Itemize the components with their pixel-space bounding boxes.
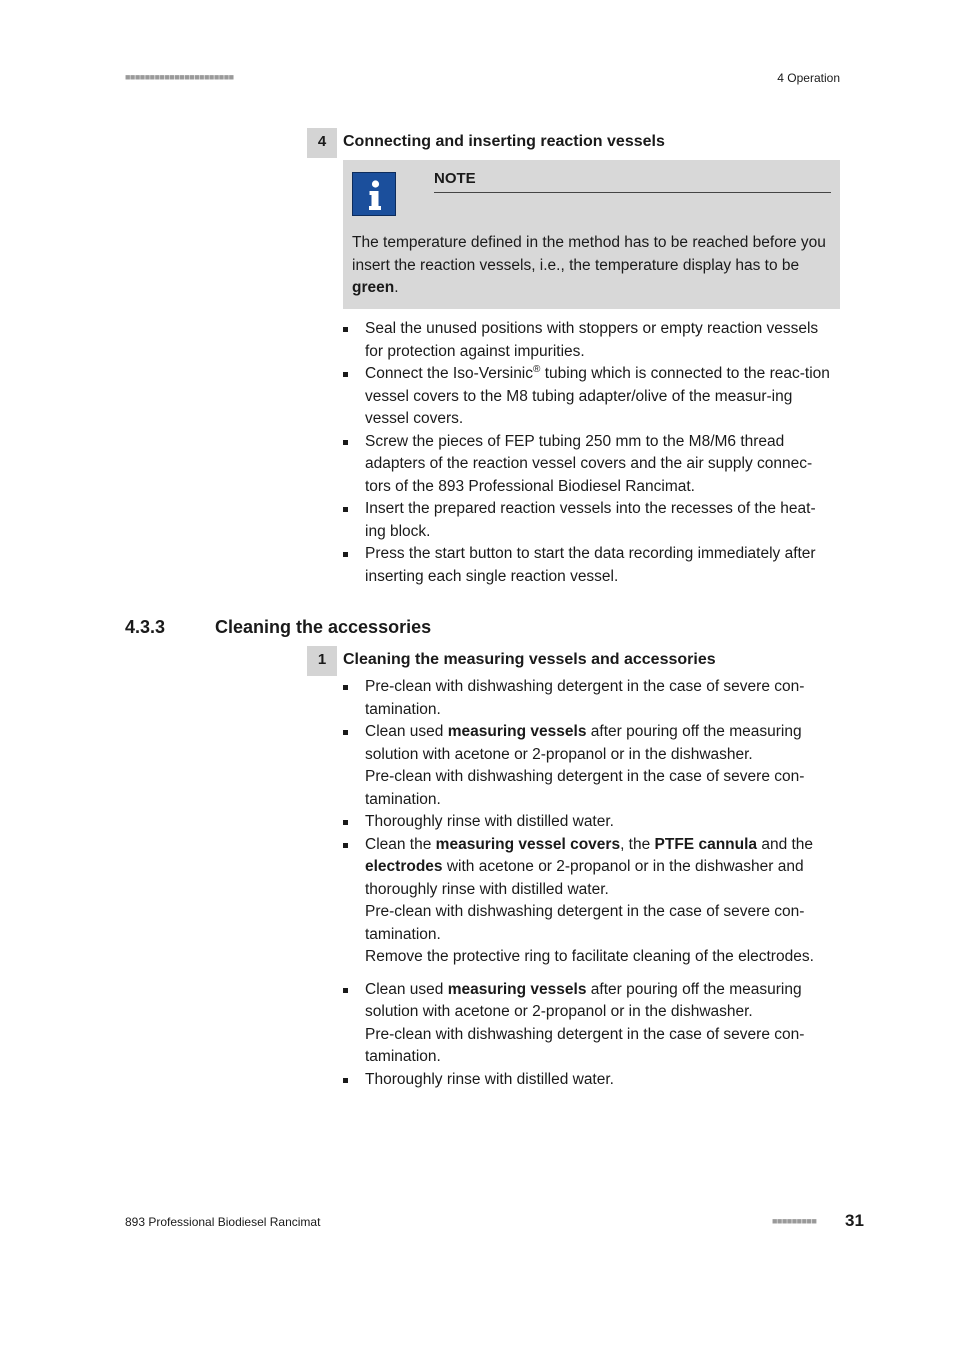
note-box <box>343 160 840 309</box>
page-number: 31 <box>845 1211 864 1230</box>
header-marks: ■■■■■■■■■■■■■■■■■■■■■■ <box>125 72 234 82</box>
step-1-bullet-list <box>343 676 840 1091</box>
list-item: Pre-clean with dishwashing detergent in the case of severe con-tamination. <box>343 676 840 721</box>
step-number: 1 <box>307 646 337 676</box>
footer-marks: ■■■■■■■■■ <box>772 1216 817 1226</box>
list-item: Clean used measuring vessels after pouring off the measuring solution with acetone or 2-propanol or in the dishwasher. Pre-clean with dishwashing detergent in the case of severe con-tamination. <box>343 979 840 1069</box>
header-section: 4 Operation <box>777 71 840 85</box>
list-item: Insert the prepared reaction vessels into the recesses of the heat-ing block. <box>343 498 833 543</box>
list-item: Seal the unused positions with stoppers or empty reaction vessels for protection against impurities. <box>343 318 833 363</box>
list-item: Press the start button to start the data recording immediately after inserting each single reaction vessel. <box>343 543 833 588</box>
list-item: Connect the Iso-Versinic® tubing which is connected to the reac-tion vessel covers to the M8 tubing adapter/olive of the measur-ing vessel covers. <box>343 363 833 431</box>
section-number: 4.3.3 <box>125 617 166 637</box>
note-text: The temperature defined in the method has to be reached before you insert the reaction vessels, i.e., the temperature display has to be green. <box>352 234 826 296</box>
footer-product: 893 Professional Biodiesel Rancimat <box>125 1215 321 1229</box>
list-item: Clean the measuring vessel covers, the PTFE cannula and the electrodes with acetone or 2-propanol or in the dishwasher and thoroughly rinse with distilled water. Pre-clean with dishwashing detergent in the case of severe con-tamination. Remove the protective ring to facilitate cleaning of the electrodes. <box>343 834 840 969</box>
list-item: Clean used measuring vessels after pouring off the measuring solution with acetone or 2-propanol or in the dishwasher. Pre-clean with dishwashing detergent in the case of severe con-tamination. <box>343 721 840 811</box>
list-item: Thoroughly rinse with distilled water. <box>343 1069 840 1092</box>
step-title: Connecting and inserting reaction vessels <box>343 133 665 150</box>
list-item: Thoroughly rinse with distilled water. <box>343 811 840 834</box>
step-4-bullet-list <box>343 318 833 588</box>
list-item: Screw the pieces of FEP tubing 250 mm to the M8/M6 thread adapters of the reaction vessel covers and the air supply connec-tors of the 893 Professional Biodiesel Rancimat. <box>343 431 833 499</box>
step-1-heading <box>307 646 837 676</box>
note-divider <box>434 192 831 193</box>
section-title: Cleaning the accessories <box>215 617 432 637</box>
step-number: 4 <box>307 128 337 158</box>
step-title: Cleaning the measuring vessels and accessories <box>343 651 716 668</box>
info-icon <box>352 172 396 216</box>
note-title: NOTE <box>434 170 476 187</box>
step-4-heading <box>307 128 837 158</box>
